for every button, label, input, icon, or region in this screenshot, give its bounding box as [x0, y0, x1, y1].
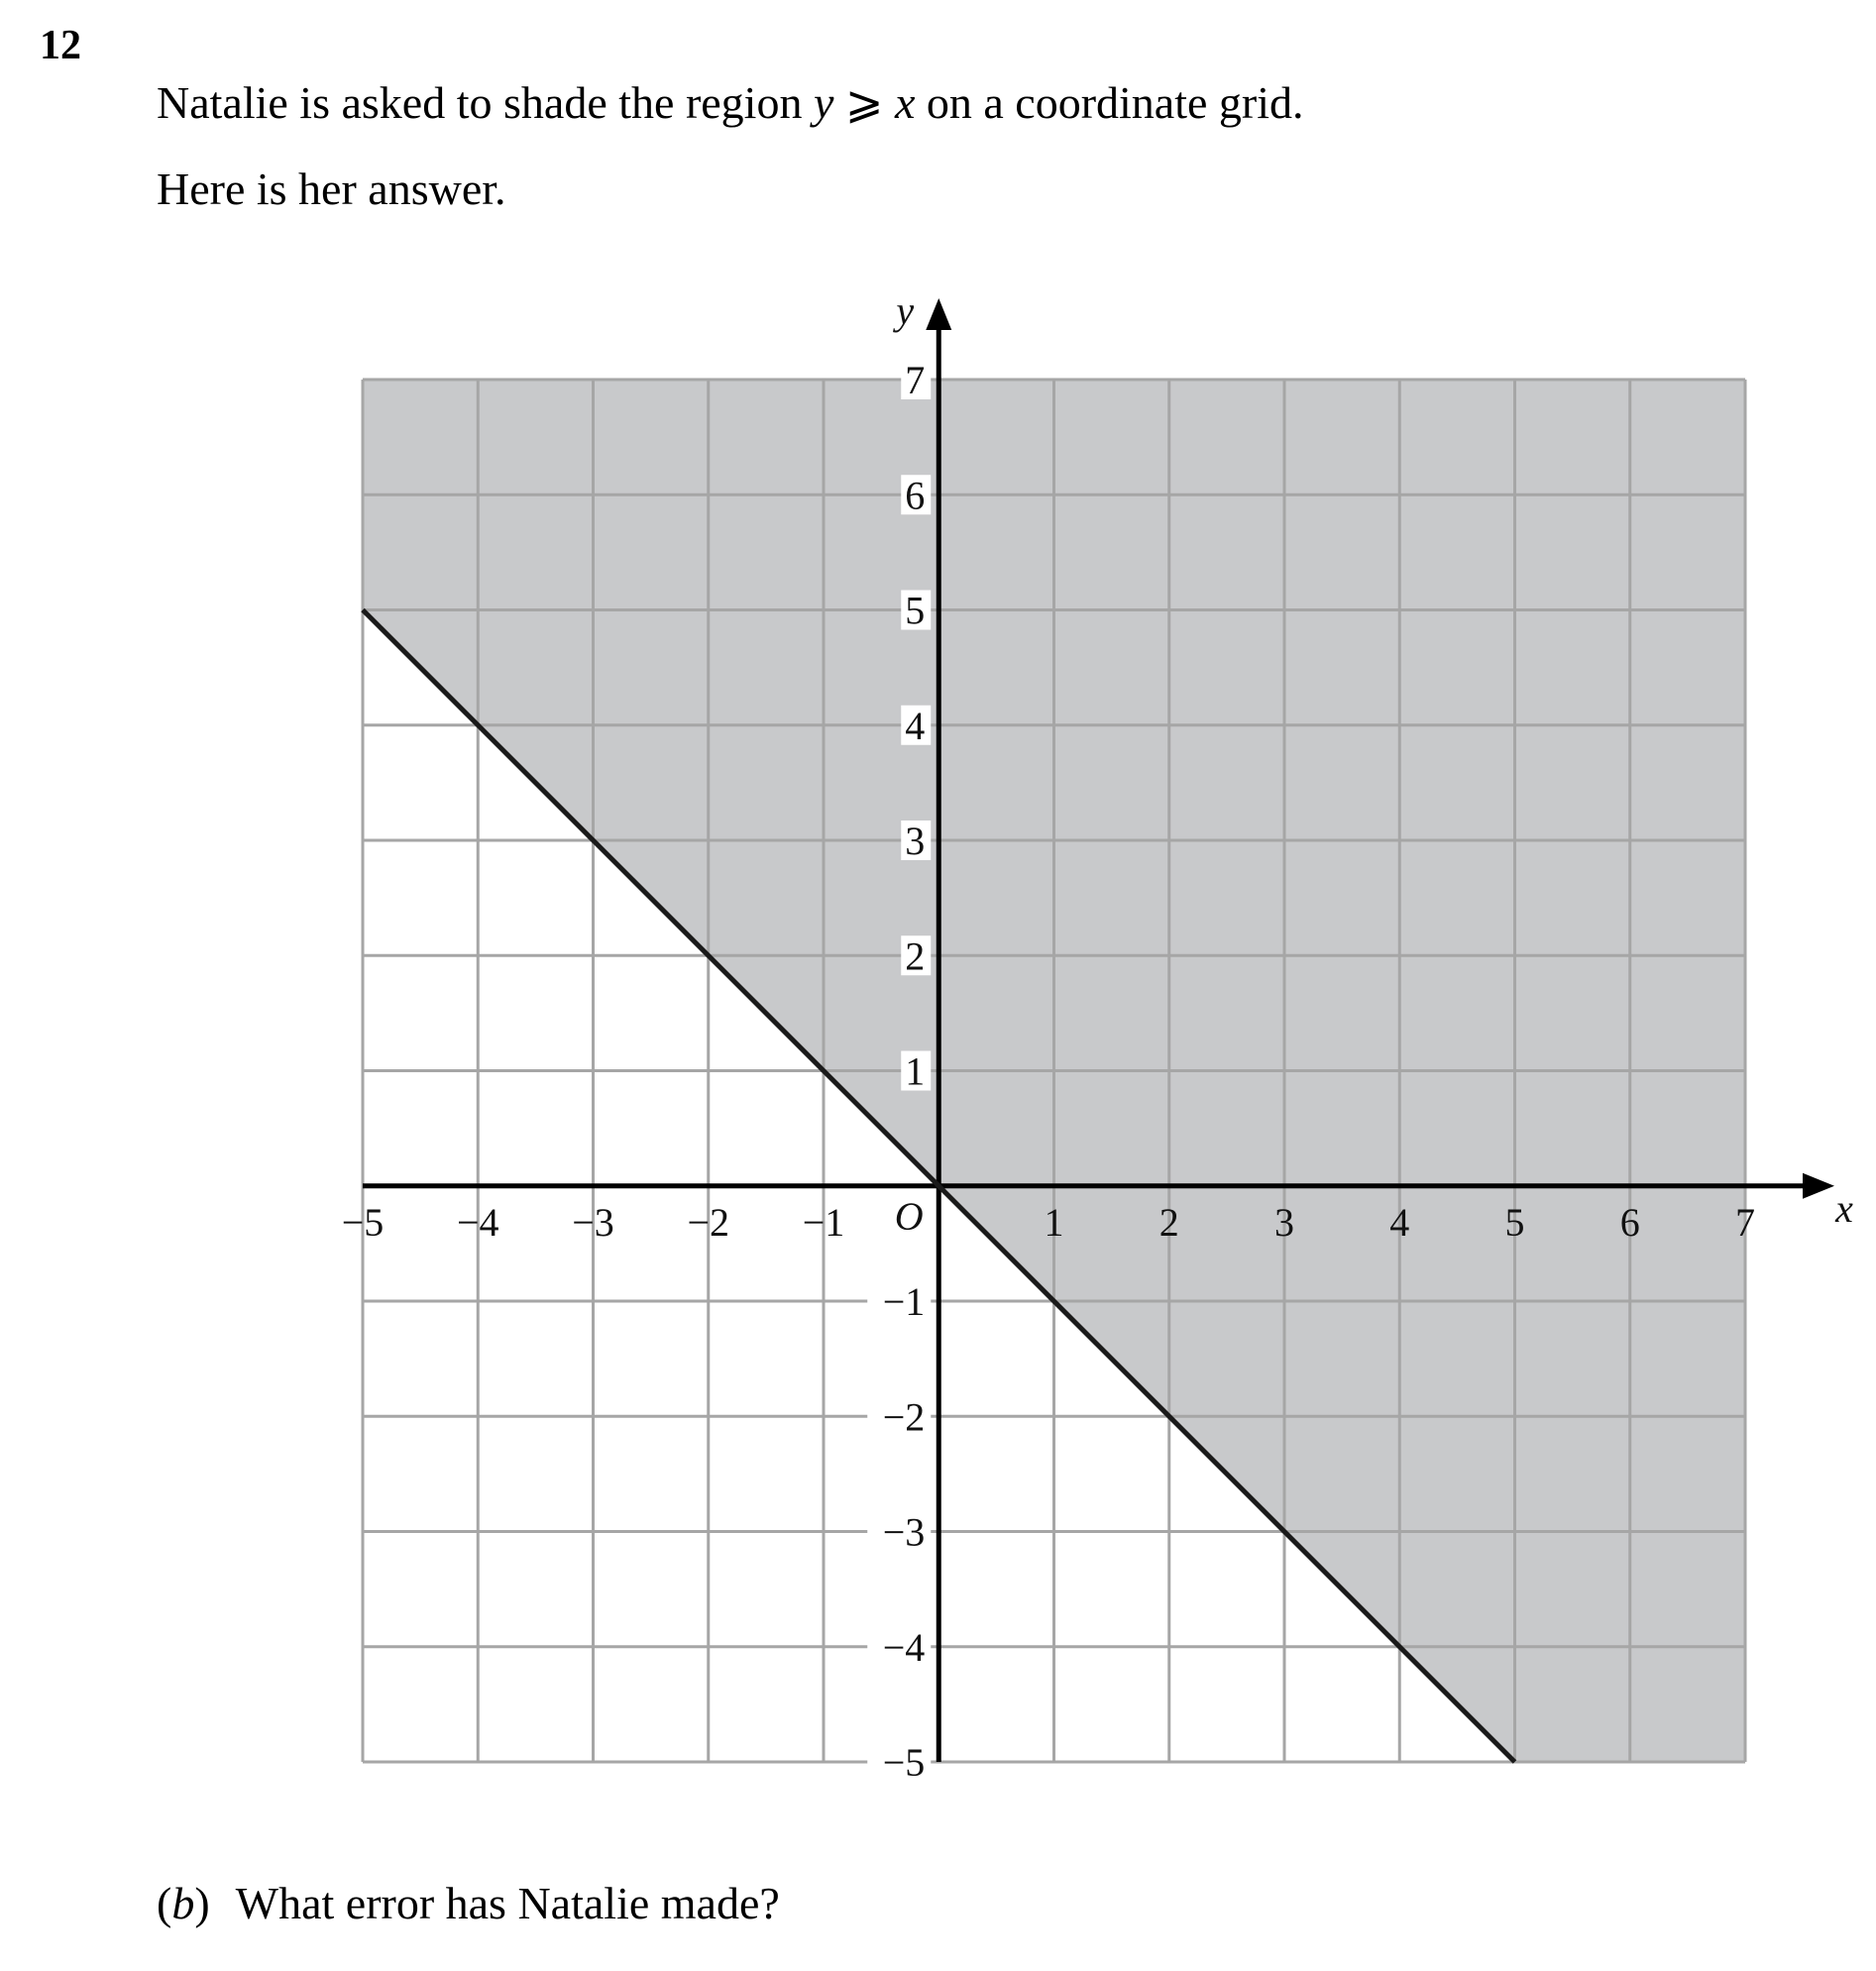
y-tick-label: −4	[882, 1624, 926, 1670]
origin-label: O	[894, 1193, 924, 1239]
part-b-text: What error has Natalie made?	[235, 1878, 780, 1928]
var-x: x	[894, 77, 916, 128]
x-tick-label: −2	[687, 1199, 730, 1245]
y-tick-label: −5	[882, 1740, 926, 1785]
x-tick-label: 5	[1504, 1199, 1525, 1245]
x-tick-label: −3	[572, 1199, 614, 1245]
prompt-text-1: Natalie is asked to shade the region	[157, 77, 814, 128]
y-tick-label: 4	[905, 703, 926, 748]
x-tick-label: 3	[1274, 1199, 1294, 1245]
y-tick-label: −3	[882, 1509, 926, 1555]
y-tick-label: 2	[905, 933, 926, 979]
x-axis-label: x	[1835, 1185, 1853, 1231]
part-b-question	[157, 1877, 780, 1929]
y-tick-label: 5	[905, 588, 926, 633]
part-b-letter: b	[171, 1878, 195, 1928]
y-tick-label: −2	[882, 1394, 926, 1440]
x-tick-label: 6	[1619, 1199, 1640, 1245]
x-tick-label: −4	[456, 1199, 499, 1245]
prompt-text-2: on a coordinate grid.	[915, 77, 1304, 128]
geq-symbol: ⩾	[833, 77, 895, 128]
var-y: y	[813, 77, 834, 128]
question-number: 12	[40, 23, 81, 68]
y-tick-label: 1	[905, 1048, 926, 1094]
x-tick-label: 1	[1044, 1199, 1064, 1245]
y-axis-arrowhead	[926, 298, 951, 330]
y-tick-label: 3	[905, 819, 926, 863]
y-tick-label: −1	[882, 1279, 926, 1324]
part-b-label: (b)	[157, 1878, 210, 1928]
y-axis-label: y	[896, 288, 915, 333]
question-subtext: Here is her answer.	[157, 164, 506, 214]
y-tick-label: 6	[905, 473, 926, 518]
y-tick-label: 7	[905, 358, 926, 402]
x-tick-label: 4	[1389, 1199, 1410, 1245]
x-axis-arrowhead	[1803, 1173, 1834, 1199]
x-tick-label: −1	[802, 1199, 845, 1245]
x-tick-label: 2	[1159, 1199, 1179, 1245]
x-tick-label: −5	[341, 1199, 385, 1245]
x-tick-label: 7	[1735, 1199, 1755, 1245]
